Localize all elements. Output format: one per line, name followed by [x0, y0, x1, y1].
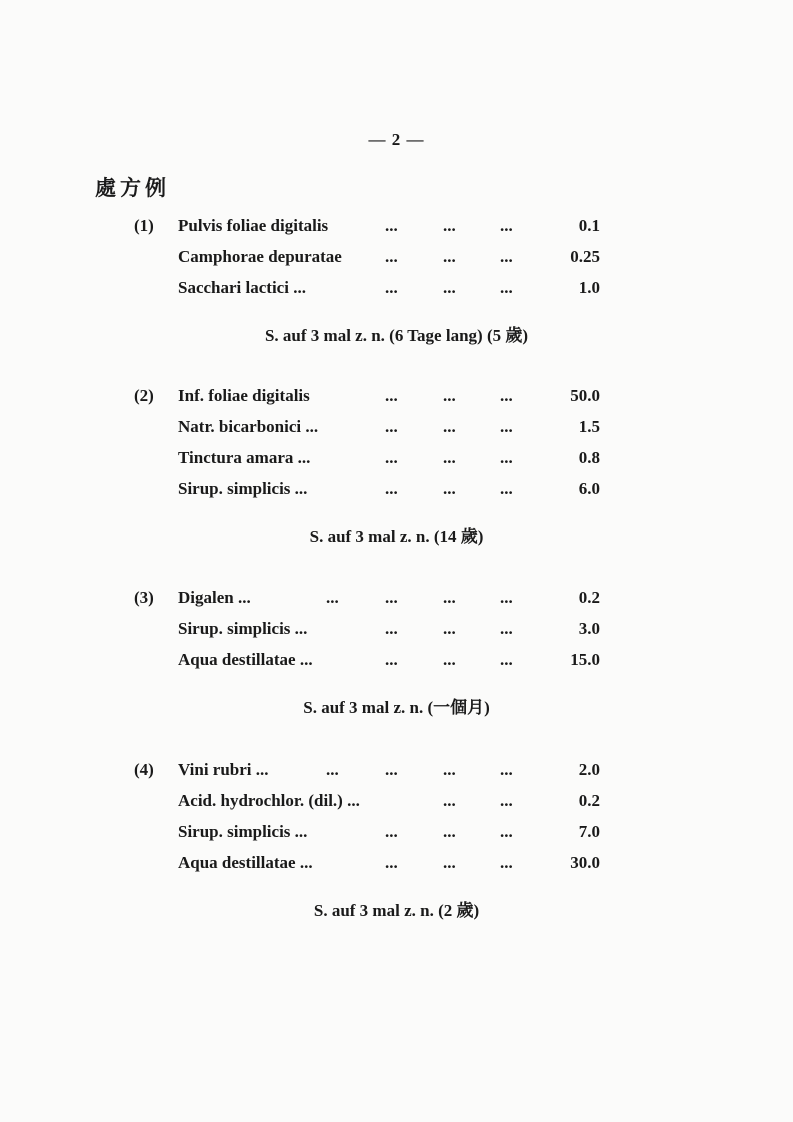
recipe-number: (2) — [134, 386, 154, 405]
ingredient-dose: 0.25 — [570, 247, 600, 266]
leader-dots — [0, 853, 793, 884]
leader-dot: ... — [500, 479, 513, 498]
leader-dot: ... — [385, 417, 398, 436]
recipe-block — [0, 588, 793, 718]
leader-dots — [0, 650, 793, 681]
leader-dot: ... — [500, 278, 513, 297]
ingredient-row — [0, 216, 793, 247]
ingredient-dose: 1.5 — [578, 417, 600, 436]
leader-dot: ... — [385, 853, 398, 872]
leader-dot: ... — [385, 479, 398, 498]
leader-dot: ... — [500, 216, 513, 235]
ingredient-name: Sirup. simplicis ... — [178, 479, 308, 498]
leader-dots — [0, 760, 793, 791]
section-heading: 處方例 — [95, 176, 170, 200]
leader-dot: ... — [385, 619, 398, 638]
leader-dots — [0, 479, 793, 510]
ingredient-name: Tinctura amara ... — [178, 448, 311, 467]
leader-dot: ... — [443, 216, 456, 235]
leader-dot: ... — [443, 417, 456, 436]
ingredient-dose: 0.2 — [578, 588, 600, 607]
recipe-number: (4) — [134, 760, 154, 779]
leader-dot: ... — [443, 479, 456, 498]
ingredient-row — [0, 791, 793, 822]
leader-dots — [0, 247, 793, 278]
leader-dot: ... — [500, 588, 513, 607]
ingredient-dose: 2.0 — [578, 760, 600, 779]
leader-dot: ... — [326, 760, 339, 779]
ingredient-row — [0, 278, 793, 309]
ingredient-name: Sacchari lactici ... — [178, 278, 306, 297]
leader-dots — [0, 448, 793, 479]
leader-dots — [0, 822, 793, 853]
recipe-block — [0, 216, 793, 346]
page-number: — 2 — — [368, 130, 425, 149]
ingredient-row — [0, 619, 793, 650]
leader-dot: ... — [500, 247, 513, 266]
ingredient-name: Sirup. simplicis ... — [178, 822, 308, 841]
leader-dots — [0, 791, 793, 822]
leader-dot: ... — [500, 791, 513, 810]
leader-dot: ... — [500, 417, 513, 436]
ingredient-name: Aqua destillatae ... — [178, 650, 313, 669]
leader-dot: ... — [500, 619, 513, 638]
leader-dot: ... — [443, 448, 456, 467]
leader-dot: ... — [385, 650, 398, 669]
leader-dot: ... — [385, 588, 398, 607]
signa-instruction: S. auf 3 mal z. n. (6 Tage lang) (5 歲) — [264, 326, 529, 345]
leader-dot: ... — [443, 791, 456, 810]
ingredient-dose: 0.1 — [578, 216, 600, 235]
ingredient-row — [0, 417, 793, 448]
leader-dot: ... — [385, 822, 398, 841]
leader-dot: ... — [500, 853, 513, 872]
leader-dot: ... — [443, 588, 456, 607]
recipe-block — [0, 386, 793, 547]
leader-dots — [0, 619, 793, 650]
leader-dots — [0, 386, 793, 417]
ingredient-name: Inf. foliae digitalis — [178, 386, 310, 405]
leader-dots — [0, 278, 793, 309]
recipe-block — [0, 760, 793, 921]
ingredient-dose: 0.2 — [578, 791, 600, 810]
ingredient-row — [0, 448, 793, 479]
recipe-number: (3) — [134, 588, 154, 607]
leader-dot: ... — [385, 760, 398, 779]
ingredient-name: Vini rubri ... — [178, 760, 269, 779]
leader-dot: ... — [385, 247, 398, 266]
leader-dots — [0, 417, 793, 448]
ingredient-row — [0, 386, 793, 417]
ingredient-row — [0, 247, 793, 278]
leader-dot: ... — [443, 386, 456, 405]
ingredient-dose: 6.0 — [578, 479, 600, 498]
leader-dot: ... — [326, 588, 339, 607]
leader-dot: ... — [385, 278, 398, 297]
leader-dot: ... — [385, 448, 398, 467]
ingredient-dose: 0.8 — [578, 448, 600, 467]
ingredient-row — [0, 479, 793, 510]
ingredient-name: Camphorae depuratae — [178, 247, 342, 266]
leader-dot: ... — [443, 853, 456, 872]
ingredient-name: Natr. bicarbonici ... — [178, 417, 319, 436]
leader-dot: ... — [443, 760, 456, 779]
ingredient-name: Pulvis foliae digitalis — [178, 216, 329, 235]
leader-dot: ... — [500, 822, 513, 841]
leader-dot: ... — [443, 278, 456, 297]
leader-dot: ... — [500, 760, 513, 779]
ingredient-row — [0, 588, 793, 619]
ingredient-row — [0, 650, 793, 681]
ingredient-dose: 15.0 — [570, 650, 600, 669]
ingredient-row — [0, 822, 793, 853]
leader-dot: ... — [385, 386, 398, 405]
leader-dot: ... — [500, 650, 513, 669]
ingredient-row — [0, 760, 793, 791]
leader-dots — [0, 216, 793, 247]
leader-dot: ... — [500, 448, 513, 467]
leader-dot: ... — [443, 619, 456, 638]
ingredient-row — [0, 853, 793, 884]
ingredient-dose: 30.0 — [570, 853, 600, 872]
ingredient-dose: 7.0 — [578, 822, 600, 841]
leader-dots — [0, 588, 793, 619]
leader-dot: ... — [443, 650, 456, 669]
ingredient-name: Sirup. simplicis ... — [178, 619, 308, 638]
ingredient-dose: 3.0 — [578, 619, 600, 638]
signa-instruction: S. auf 3 mal z. n. (一個月) — [303, 698, 490, 717]
ingredient-dose: 1.0 — [578, 278, 600, 297]
leader-dot: ... — [443, 822, 456, 841]
ingredient-name: Acid. hydrochlor. (dil.) ... — [178, 791, 360, 810]
signa-instruction: S. auf 3 mal z. n. (14 歲) — [309, 527, 484, 546]
leader-dot: ... — [500, 386, 513, 405]
ingredient-name: Digalen ... — [178, 588, 251, 607]
ingredient-name: Aqua destillatae ... — [178, 853, 313, 872]
ingredient-dose: 50.0 — [570, 386, 600, 405]
recipe-number: (1) — [134, 216, 154, 235]
leader-dot: ... — [385, 216, 398, 235]
signa-instruction: S. auf 3 mal z. n. (2 歲) — [313, 901, 480, 920]
leader-dot: ... — [443, 247, 456, 266]
